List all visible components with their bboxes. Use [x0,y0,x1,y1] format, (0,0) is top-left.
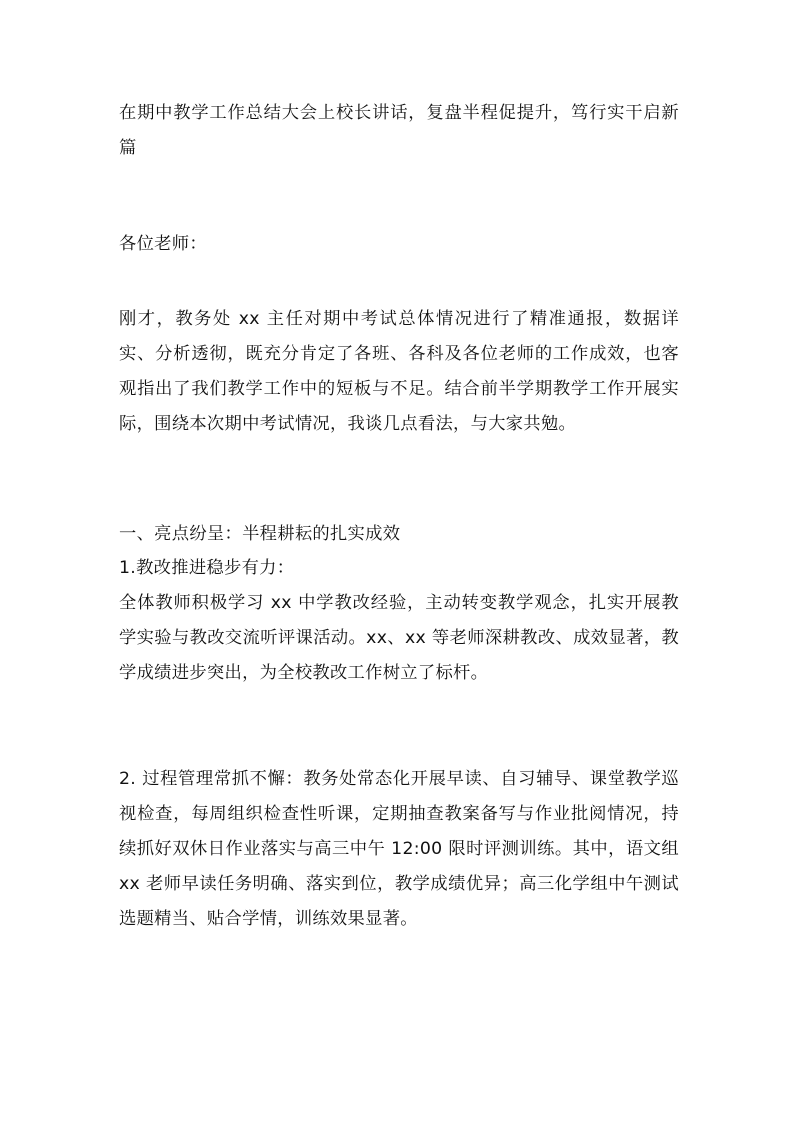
item-heading: 1.教改推进稳步有力： [119,558,295,578]
intro-paragraph: 刚才，教务处 xx 主任对期中考试总体情况进行了精准通报，数据详实、分析透彻，既充分肯定了各班、各科及各位老师的工作成效，也客观指出了我们教学工作中的短板与不足。结合前半学期教学工作开展实际，围绕本次期中考试情况，我谈几点看法，与大家共勉。 [119,309,679,434]
item-body: 全体教师积极学习 xx 中学教改经验，主动转变教学观念，扎实开展教学实验与教改交流听评课活动。xx、xx 等老师深耕教改、成效显著，教学成绩进步突出，为全校教改工作树立了标杆。 [119,593,679,683]
item-body: 2. 过程管理常抓不懈：教务处常态化开展早读、自习辅导、课堂教学巡视检查，每周组织检查性听课，定期抽查教案备写与作业批阅情况，持续抓好双休日作业落实与高三中午 12:00 限时评测训练。其中，语文组 xx 老师早读任务明确、落实到位，教学成绩优异；高三化学组中午测试选题精当、贴合学情，训练效果显著。 [119,769,679,929]
section-heading: 一、亮点纷呈：半程耕耘的扎实成效 [119,524,401,544]
greeting: 各位老师： [119,234,207,254]
document-title: 在期中教学工作总结大会上校长讲话，复盘半程促提升，笃行实干启新篇 [119,103,679,158]
